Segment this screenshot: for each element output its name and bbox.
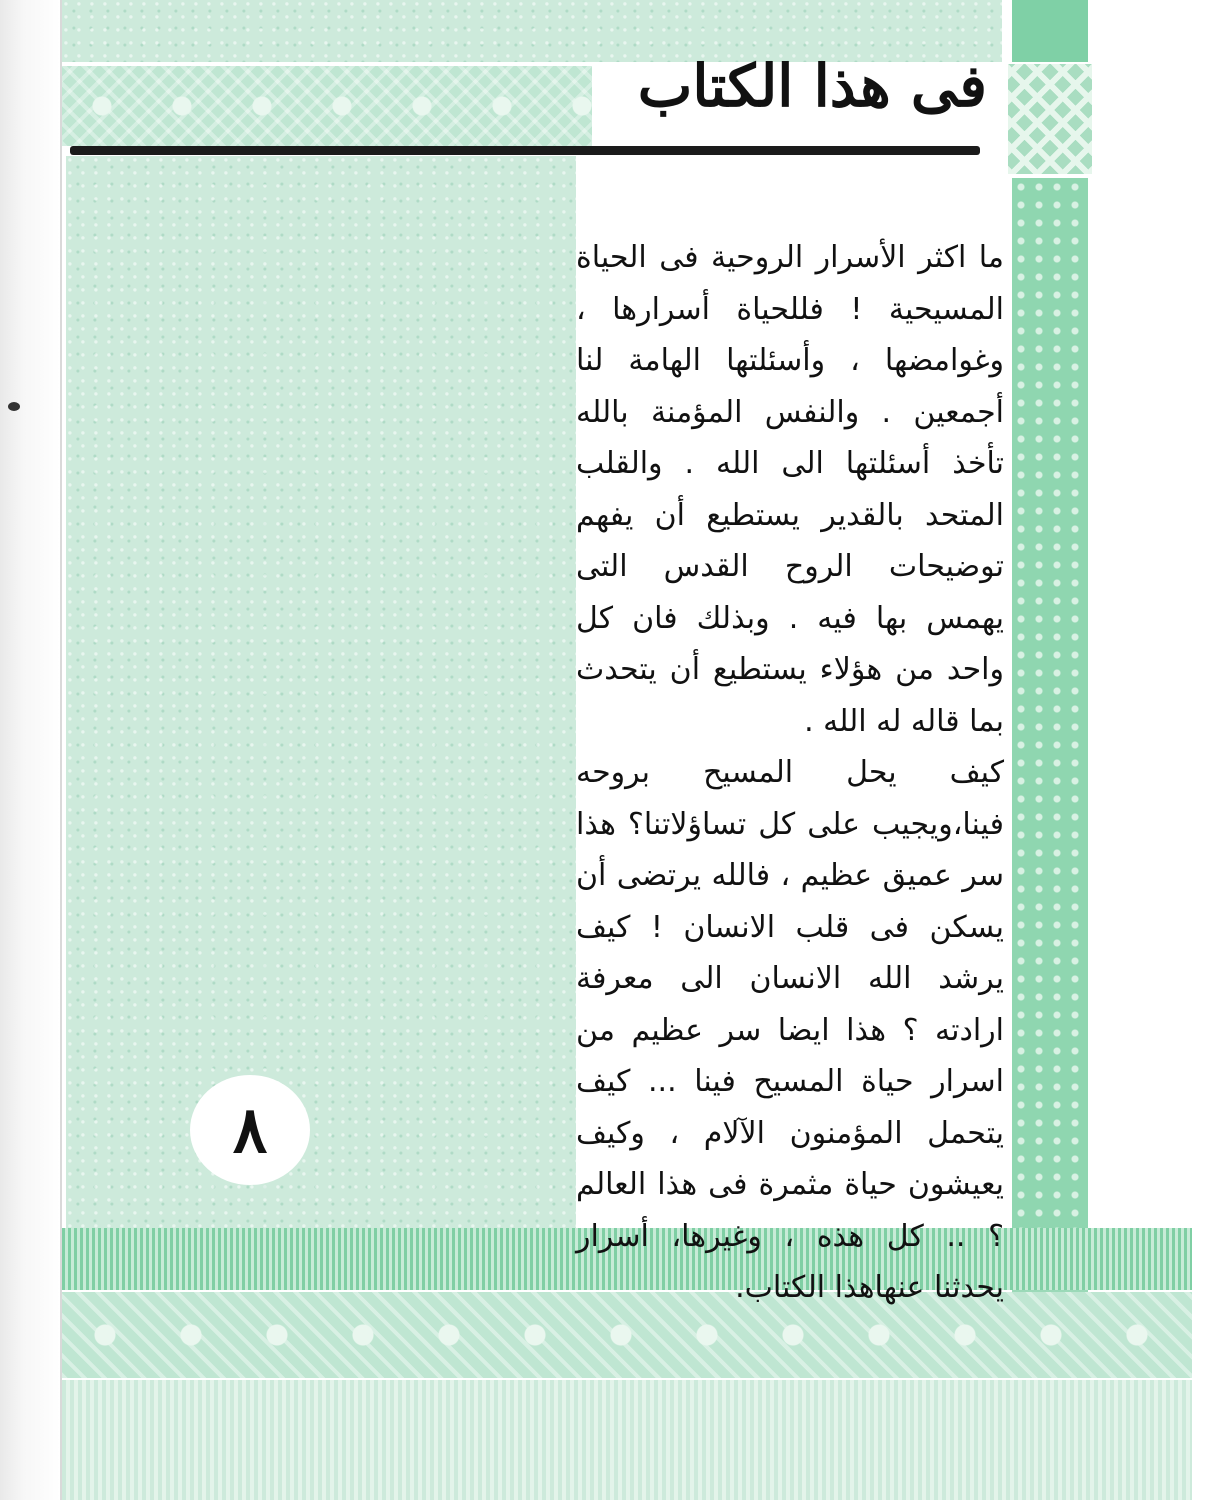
page-number: ٨: [232, 1092, 268, 1168]
page-title: فى هذا الكتاب: [637, 52, 987, 120]
ink-speck: [8, 402, 20, 411]
page-number-circle: [190, 1075, 310, 1185]
ornament-band: [62, 66, 592, 146]
body-text: [576, 232, 1004, 1314]
paragraph-2: كيف يحل المسيح بروحه فينا،ويجيب على كل تساؤلاتنا؟ هذا سر عميق عظيم ، فالله يرتضى أن يسكن فى قلب الانسان ! كيف يرشد الله الانسان الى معرفة ارادته ؟ هذا ايضا سر عظيم من اسرار حياة المسيح فينا ... كيف يتحمل المؤمنون الآلام ، وكيف يعيشون حياة مثمرة فى هذا العالم ؟ .. كل هذه ، وغيرها، أسرار يحدثنا عنهاهذا الكتاب.: [576, 755, 1004, 1305]
bottom-base-band: [62, 1380, 1192, 1500]
right-border-top: [1012, 0, 1088, 62]
paragraph-1: ما اكثر الأسرار الروحية فى الحياة المسيحية ! فللحياة أسرارها ، وغوامضها ، وأسئلتها الهامة لنا أجمعين . والنفس المؤمنة بالله تأخذ أسئلتها الى الله . والقلب المتحد بالقدير يستطيع أن يفهم توضيحات الروح القدس التى يهمس بها فيه . وبذلك فان كل واحد من هؤلاء يستطيع أن يتحدث بما قاله له الله .: [576, 240, 1004, 739]
main-texture-panel: [66, 156, 576, 1232]
right-ornament-block: [1008, 64, 1092, 174]
title-underline: [70, 146, 980, 155]
page-edge: [0, 0, 62, 1500]
right-border-strip: [1012, 178, 1088, 1228]
